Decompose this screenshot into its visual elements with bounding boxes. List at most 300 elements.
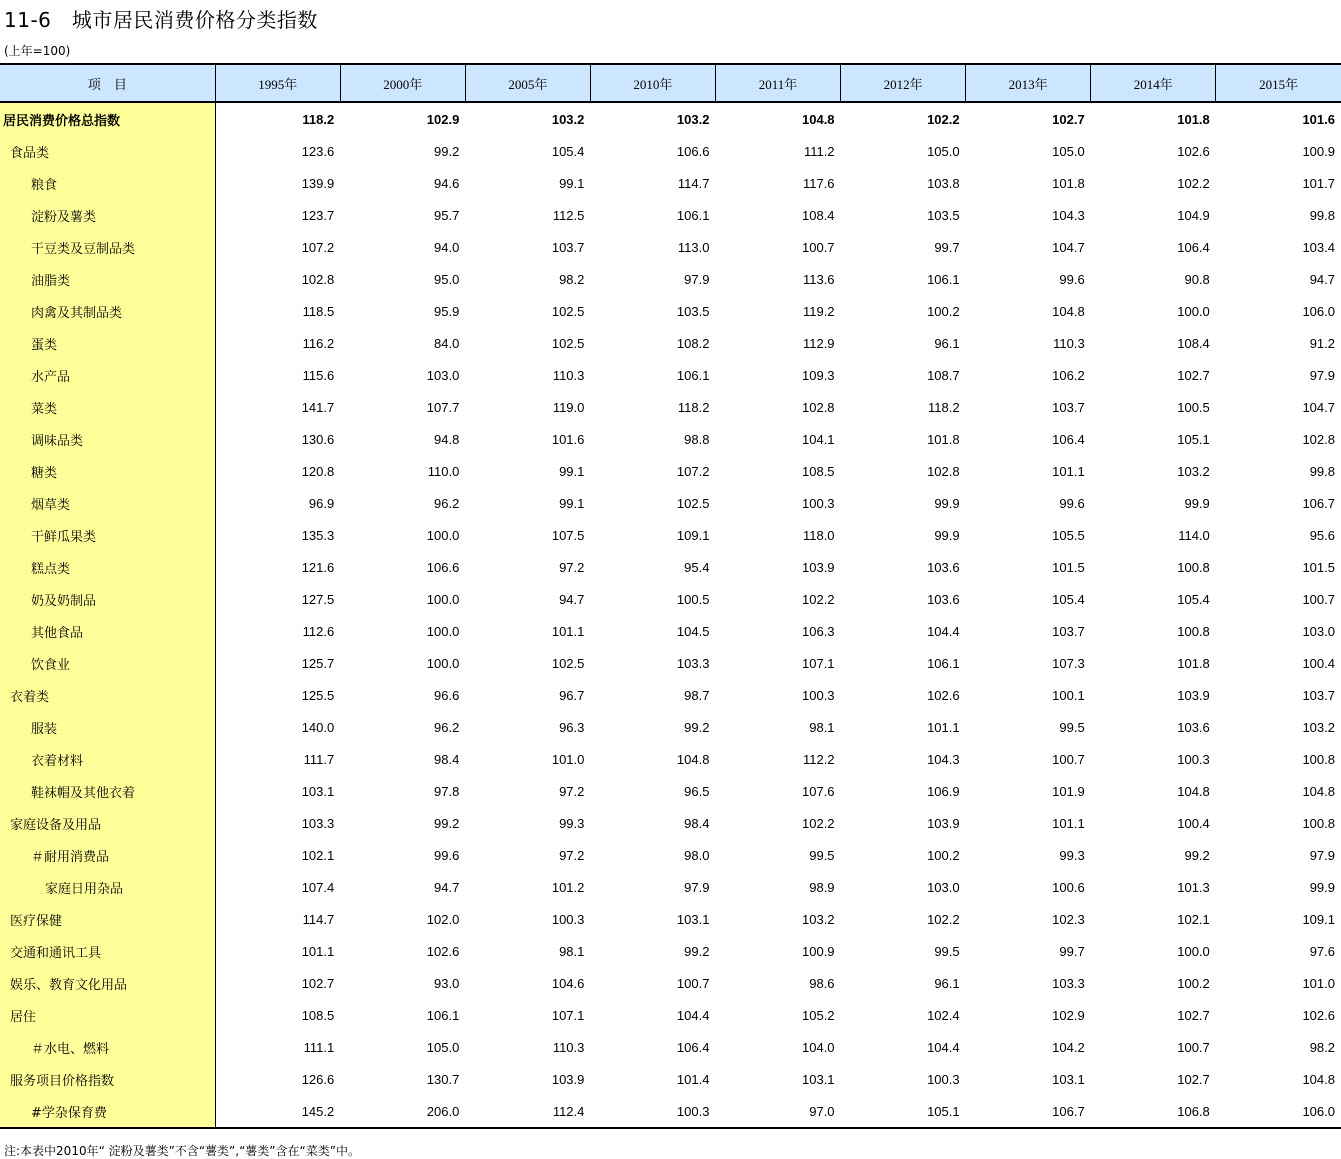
index-value-cell: 97.9 [684,271,710,287]
index-value-cell: 99.3 [1059,847,1085,863]
row-label: 肉禽及其制品类 [0,295,215,327]
table-row [0,102,1341,135]
index-value-cell: 102.5 [551,655,585,671]
index-value-cell: 94.0 [434,239,460,255]
table-row [0,455,1341,487]
index-value-cell: 97.9 [684,879,710,895]
index-value-cell: 102.0 [426,911,460,927]
index-value-cell: 105.4 [1177,591,1210,607]
index-value-cell: 100.0 [426,655,460,671]
index-value-cell: 126.6 [301,1071,335,1087]
index-value-cell: 100.7 [1177,1039,1210,1055]
index-value-cell: 101.6 [1302,111,1335,127]
table-row [0,615,1341,647]
table-row [0,871,1341,903]
index-value-cell: 103.1 [802,1071,835,1087]
index-value-cell: 104.4 [927,623,960,639]
index-value-cell: 106.4 [676,1039,710,1055]
index-value-cell: 106.7 [1302,495,1335,511]
index-value-cell: 103.9 [1177,687,1210,703]
index-value-cell: 117.6 [802,175,835,191]
table-row [0,263,1341,295]
index-value-cell: 100.3 [927,1071,960,1087]
index-value-cell: 101.8 [1177,111,1210,127]
index-value-cell: 98.7 [684,687,710,703]
table-row [0,135,1341,167]
index-value-cell: 102.2 [1177,175,1210,191]
index-value-cell: 119.2 [802,303,835,319]
index-value-cell: 99.5 [1059,719,1085,735]
index-value-cell: 100.1 [1052,687,1085,703]
index-value-cell: 106.7 [966,1095,1091,1128]
index-value-cell: 97.8 [434,783,460,799]
index-value-cell: 100.0 [1177,943,1210,959]
index-value-cell: 101.5 [1302,559,1335,575]
index-value-cell: 103.5 [927,207,960,223]
index-value-cell: 104.4 [676,1007,710,1023]
row-label: 水产品 [0,359,215,391]
index-value-cell: 96.3 [559,719,585,735]
index-value-cell: 106.1 [676,207,710,223]
index-value-cell: 102.6 [1302,1007,1335,1023]
table-row [0,199,1341,231]
row-label: 蛋类 [0,327,215,359]
row-label: 淀粉及薯类 [0,199,215,231]
index-value-cell: 100.2 [927,847,960,863]
index-value-cell: 101.0 [1302,975,1335,991]
index-value-cell: 100.9 [1302,143,1335,159]
index-value-cell: 94.6 [434,175,460,191]
index-value-cell: 97.9 [1309,847,1335,863]
index-value-cell: 104.8 [1052,303,1085,319]
index-value-cell: 102.8 [301,271,335,287]
index-value-cell: 103.2 [1177,463,1210,479]
index-value-cell: 100.8 [1177,559,1210,575]
index-value-cell: 107.1 [802,655,835,671]
index-value-cell: 101.2 [551,879,585,895]
index-value-cell: 106.1 [676,367,710,383]
footnote: 注:本表中2010年“ 淀粉及薯类”不含“薯类”,“薯类”含在“菜类”中。 [4,1144,360,1158]
index-value-cell: 98.1 [559,943,585,959]
index-value-cell: 103.4 [1302,239,1335,255]
index-value-cell: 101.0 [551,751,585,767]
index-value-cell: 97.2 [559,559,585,575]
table-row [0,359,1341,391]
index-value-cell: 98.0 [684,847,710,863]
index-value-cell: 95.6 [1309,527,1335,543]
table-row [0,1031,1341,1063]
index-value-cell: 100.7 [802,239,835,255]
row-label: 糖类 [0,455,215,487]
index-value-cell: 103.9 [802,559,835,575]
header-year: 2012年 [841,64,966,102]
index-value-cell: 105.5 [1052,527,1085,543]
index-value-cell: 99.1 [559,495,585,511]
index-value-cell: 105.0 [927,143,960,159]
table-row [0,999,1341,1031]
index-value-cell: 99.9 [1184,495,1210,511]
index-value-cell: 103.3 [1052,975,1085,991]
index-value-cell: 109.1 [1302,911,1335,927]
index-value-cell: 93.0 [434,975,460,991]
index-value-cell: 101.8 [1052,175,1085,191]
index-value-cell: 100.8 [1302,751,1335,767]
table-row [0,711,1341,743]
index-value-cell: 123.7 [301,207,335,223]
index-value-cell: 102.1 [1177,911,1210,927]
row-label: 家庭日用杂品 [0,871,215,903]
index-value-cell: 84.0 [434,335,460,351]
index-value-cell: 118.2 [302,111,335,127]
index-value-cell: 104.8 [1177,783,1210,799]
index-value-cell: 102.9 [1052,1007,1085,1023]
index-value-cell: 141.7 [301,399,335,415]
index-value-cell: 100.7 [1302,591,1335,607]
index-value-cell: 103.6 [927,559,960,575]
index-value-cell: 104.0 [802,1039,835,1055]
index-value-cell: 111.1 [303,1039,335,1055]
index-value-cell: 100.7 [1052,751,1085,767]
header-year: 2000年 [340,64,465,102]
index-value-cell: 99.6 [1059,271,1085,287]
index-value-cell: 99.5 [934,943,960,959]
row-label: 医疗保健 [0,903,215,935]
index-value-cell: 108.4 [1177,335,1210,351]
index-value-cell: 112.5 [552,207,585,223]
row-label: ＃水电、燃料 [0,1031,215,1063]
index-value-cell: 104.4 [927,1039,960,1055]
row-label: 衣着类 [0,679,215,711]
header-year: 2011年 [715,64,840,102]
index-value-cell: 100.3 [551,911,585,927]
index-value-cell: 106.1 [927,655,960,671]
index-value-cell: 99.2 [1184,847,1210,863]
index-value-cell: 103.5 [676,303,710,319]
index-value-cell: 100.3 [1177,751,1210,767]
index-value-cell: 103.0 [426,367,460,383]
index-value-cell: 107.5 [551,527,585,543]
index-value-cell: 102.2 [802,591,835,607]
index-value-cell: 101.1 [551,623,585,639]
index-value-cell: 106.1 [927,271,960,287]
row-label: 娱乐、教育文化用品 [0,967,215,999]
index-value-cell: 102.8 [802,399,835,415]
index-value-cell: 97.0 [715,1095,840,1128]
index-value-cell: 108.7 [927,367,960,383]
index-value-cell: 145.2 [215,1095,340,1128]
table-row [0,679,1341,711]
index-value-cell: 112.2 [802,751,835,767]
index-value-cell: 116.2 [302,335,335,351]
index-value-cell: 109.3 [802,367,835,383]
index-value-cell: 99.8 [1309,463,1335,479]
index-value-cell: 103.0 [927,879,960,895]
row-label: 粮食 [0,167,215,199]
index-value-cell: 103.9 [927,815,960,831]
row-label: 服务项目价格指数 [0,1063,215,1095]
index-value-cell: 99.9 [934,527,960,543]
index-value-cell: 106.2 [1052,367,1085,383]
index-value-cell: 102.6 [927,687,960,703]
index-value-cell: 106.6 [676,143,710,159]
index-value-cell: 105.0 [426,1039,460,1055]
index-value-cell: 99.7 [934,239,960,255]
index-value-cell: 106.6 [426,559,460,575]
index-value-cell: 103.6 [1177,719,1210,735]
index-value-cell: 109.1 [676,527,710,543]
index-value-cell: 110.3 [552,1039,585,1055]
index-value-cell: 111.2 [803,143,835,159]
index-value-cell: 96.6 [434,687,460,703]
index-value-cell: 101.1 [1052,463,1085,479]
table-row [0,935,1341,967]
index-value-cell: 106.1 [426,1007,460,1023]
index-value-cell: 95.7 [434,207,460,223]
table-row [0,647,1341,679]
table-row [0,551,1341,583]
index-value-cell: 105.0 [1052,143,1085,159]
index-value-cell: 108.5 [802,463,835,479]
index-value-cell: 105.1 [1177,431,1210,447]
index-value-cell: 113.6 [802,271,835,287]
index-value-cell: 99.1 [559,463,585,479]
index-value-cell: 99.9 [934,495,960,511]
table-row [0,231,1341,263]
index-value-cell: 105.4 [1052,591,1085,607]
index-value-cell: 103.1 [676,911,710,927]
index-value-cell: 106.8 [1091,1095,1216,1128]
index-value-cell: 95.4 [684,559,710,575]
index-value-cell: 101.9 [1052,783,1085,799]
index-value-cell: 103.3 [301,815,335,831]
index-value-cell: 90.8 [1184,271,1210,287]
index-value-cell: 104.5 [676,623,710,639]
index-value-cell: 106.4 [1177,239,1210,255]
index-value-cell: 99.2 [684,719,710,735]
index-value-cell: 103.1 [1052,1071,1085,1087]
index-value-cell: 94.7 [1309,271,1335,287]
index-value-cell: 102.1 [301,847,335,863]
index-value-cell: 104.8 [802,111,835,127]
index-value-cell: 98.4 [434,751,460,767]
index-value-cell: 125.7 [301,655,335,671]
index-value-cell: 106.0 [1302,303,1335,319]
index-value-cell: 100.6 [1052,879,1085,895]
table-row [0,327,1341,359]
index-value-cell: 102.5 [551,303,585,319]
index-value-cell: 102.4 [927,1007,960,1023]
index-value-cell: 100.5 [1177,399,1210,415]
table-row [0,1095,1341,1128]
row-label: 干鲜瓜果类 [0,519,215,551]
index-value-cell: 103.3 [676,655,710,671]
price-index-table [0,63,1341,1129]
index-value-cell: 101.4 [676,1071,710,1087]
index-value-cell: 140.0 [301,719,335,735]
index-value-cell: 99.9 [1309,879,1335,895]
index-value-cell: 98.9 [809,879,835,895]
index-value-cell: 100.3 [802,495,835,511]
table-row [0,167,1341,199]
index-value-cell: 99.8 [1309,207,1335,223]
index-value-cell: 103.2 [551,111,585,127]
row-label: 其他食品 [0,615,215,647]
index-value-cell: 106.3 [802,623,835,639]
index-value-cell: 95.9 [434,303,460,319]
index-value-cell: 104.1 [802,431,835,447]
index-value-cell: 103.7 [1052,399,1085,415]
table-row [0,967,1341,999]
index-value-cell: 102.8 [927,463,960,479]
index-value-cell: 103.7 [551,239,585,255]
index-value-cell: 96.1 [934,975,960,991]
index-value-cell: 106.0 [1216,1095,1341,1128]
row-label: 奶及奶制品 [0,583,215,615]
index-value-cell: 101.3 [1177,879,1210,895]
index-value-cell: 125.5 [301,687,335,703]
table-row [0,743,1341,775]
index-value-cell: 102.2 [802,815,835,831]
page-title: 11-6 城市居民消费价格分类指数 [4,8,318,32]
index-value-cell: 100.5 [676,591,710,607]
index-value-cell: 100.0 [426,527,460,543]
index-value-cell: 98.6 [809,975,835,991]
index-value-cell: 104.2 [1052,1039,1085,1055]
index-value-cell: 107.6 [802,783,835,799]
index-value-cell: 98.4 [684,815,710,831]
index-value-cell: 114.7 [677,175,710,191]
header-year: 2014年 [1091,64,1216,102]
index-value-cell: 102.7 [1052,111,1085,127]
table-row [0,903,1341,935]
header-row [0,64,1341,102]
row-label: #学杂保育费 [0,1095,215,1128]
index-value-cell: 97.6 [1309,943,1335,959]
index-value-cell: 100.8 [1177,623,1210,639]
index-value-cell: 103.8 [927,175,960,191]
index-value-cell: 100.0 [426,623,460,639]
index-value-cell: 103.1 [301,783,335,799]
index-value-cell: 102.7 [1177,1071,1210,1087]
index-value-cell: 110.0 [427,463,460,479]
index-value-cell: 107.2 [676,463,710,479]
index-value-cell: 139.9 [301,175,335,191]
index-value-cell: 112.6 [302,623,335,639]
index-value-cell: 96.2 [434,495,460,511]
index-value-cell: 103.9 [551,1071,585,1087]
row-label: 居住 [0,999,215,1031]
index-value-cell: 111.7 [303,751,335,767]
table-row [0,487,1341,519]
index-value-cell: 91.2 [1309,335,1335,351]
row-label: 糕点类 [0,551,215,583]
index-value-cell: 98.8 [684,431,710,447]
index-value-cell: 102.7 [1177,367,1210,383]
index-value-cell: 99.3 [559,815,585,831]
row-label: 食品类 [0,135,215,167]
index-value-cell: 96.7 [559,687,585,703]
table-row [0,775,1341,807]
index-value-cell: 110.3 [1053,335,1085,351]
index-value-cell: 101.6 [551,431,585,447]
index-value-cell: 105.2 [802,1007,835,1023]
row-label: 油脂类 [0,263,215,295]
index-value-cell: 118.2 [677,399,710,415]
index-value-cell: 120.8 [301,463,335,479]
index-value-cell: 99.2 [434,143,460,159]
index-value-cell: 112.9 [802,335,835,351]
index-value-cell: 94.7 [434,879,460,895]
index-value-cell: 107.3 [1052,655,1085,671]
index-value-cell: 118.0 [802,527,835,543]
header-year: 2013年 [966,64,1091,102]
base-year-note: (上年=100) [4,44,71,58]
index-value-cell: 99.5 [809,847,835,863]
row-label: 衣着材料 [0,743,215,775]
index-value-cell: 100.4 [1302,655,1335,671]
index-value-cell: 102.5 [676,495,710,511]
index-value-cell: 102.7 [301,975,335,991]
table-row [0,423,1341,455]
index-value-cell: 113.0 [677,239,710,255]
index-value-cell: 103.7 [1302,687,1335,703]
index-value-cell: 127.5 [301,591,335,607]
table-row [0,1063,1341,1095]
index-value-cell: 101.1 [927,719,960,735]
row-label: 交通和通讯工具 [0,935,215,967]
row-label: 菜类 [0,391,215,423]
index-value-cell: 103.6 [927,591,960,607]
index-value-cell: 101.8 [1177,655,1210,671]
table-row [0,583,1341,615]
index-value-cell: 101.8 [927,431,960,447]
index-value-cell: 110.3 [552,367,585,383]
index-value-cell: 101.1 [1052,815,1085,831]
index-value-cell: 107.1 [551,1007,585,1023]
index-value-cell: 103.7 [1052,623,1085,639]
index-value-cell: 103.2 [676,111,710,127]
index-value-cell: 104.7 [1052,239,1085,255]
index-value-cell: 101.1 [301,943,335,959]
index-value-cell: 108.4 [802,207,835,223]
row-label: 家庭设备及用品 [0,807,215,839]
index-value-cell: 103.2 [1302,719,1335,735]
index-value-cell: 99.2 [684,943,710,959]
index-value-cell: 104.8 [1302,1071,1335,1087]
index-value-cell: 98.1 [809,719,835,735]
index-value-cell: 95.0 [434,271,460,287]
index-value-cell: 102.7 [1177,1007,1210,1023]
index-value-cell: 102.5 [551,335,585,351]
index-value-cell: 103.0 [1302,623,1335,639]
index-value-cell: 118.2 [928,399,960,415]
index-value-cell: 100.4 [1177,815,1210,831]
row-label: 烟草类 [0,487,215,519]
row-label: ＃耐用消费品 [0,839,215,871]
index-value-cell: 130.7 [426,1071,460,1087]
index-value-cell: 119.0 [552,399,585,415]
index-value-cell: 100.0 [1177,303,1210,319]
index-value-cell: 106.9 [927,783,960,799]
index-value-cell: 100.8 [1302,815,1335,831]
index-value-cell: 102.3 [1052,911,1085,927]
index-value-cell: 98.2 [1309,1039,1335,1055]
index-value-cell: 123.6 [301,143,335,159]
index-value-cell: 121.6 [301,559,335,575]
index-value-cell: 101.7 [1302,175,1335,191]
index-value-cell: 104.9 [1177,207,1210,223]
index-value-cell: 100.3 [590,1095,715,1128]
